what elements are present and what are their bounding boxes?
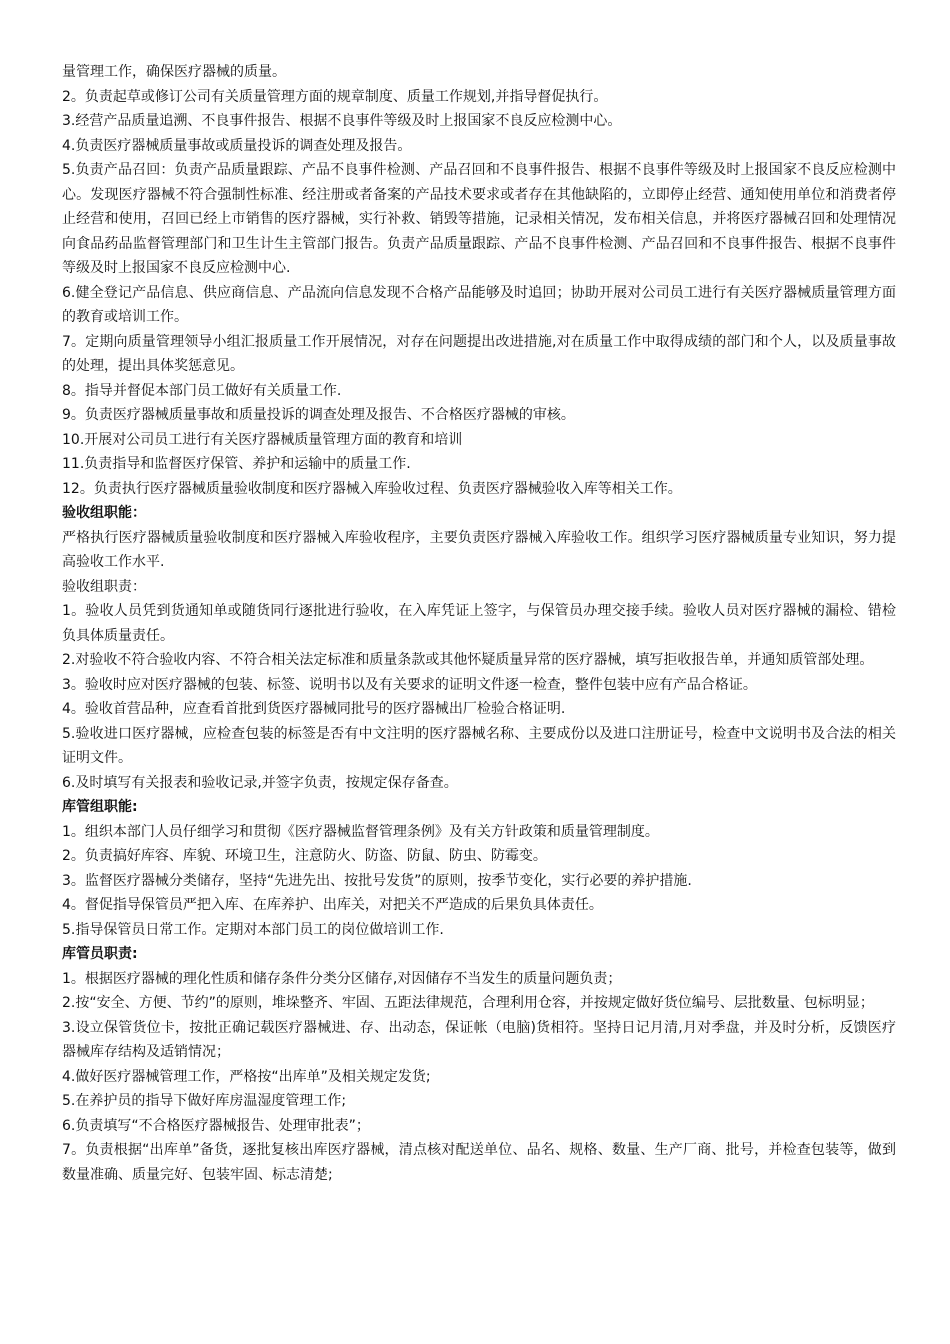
section-heading: 库管组职能: xyxy=(62,799,138,815)
paragraph: 11.负责指导和监督医疗保管、养护和运输中的质量工作. xyxy=(62,456,411,472)
paragraph: 4.做好医疗器械管理工作，严格按“出库单”及相关规定发货; xyxy=(62,1068,431,1085)
paragraph: 3。监督医疗器械分类储存，坚持“先进先出、按批号发货”的原则，按季节变化，实行必要的养护措施. xyxy=(62,872,692,889)
paragraph: 5.指导保管员日常工作。定期对本部门员工的岗位做培训工作. xyxy=(62,921,444,938)
paragraph: 9。负责医疗器械质量事故和质量投诉的调查处理及报告、不合格医疗器械的审核。 xyxy=(62,407,575,423)
section-heading: 验收组职能： xyxy=(62,505,146,521)
paragraph: 4.负责医疗器械质量事故或质量投诉的调查处理及报告。 xyxy=(62,137,412,154)
paragraph: 1。组织本部门人员仔细学习和贯彻《医疗器械监督管理条例》及有关方针政策和质量管理制度。 xyxy=(62,823,659,840)
paragraph: 4。督促指导保管员严把入库、在库养护、出库关，对把关不严造成的后果负具体责任。 xyxy=(62,897,603,913)
paragraph: 5.负责产品召回：负责产品质量跟踪、产品不良事件检测、产品召回和不良事件报告、根据不良事件等级及时上报国家不良反应检测中心。发现医疗器械不符合强制性标准、经注册或者备案的产品技术要求或者存在其他缺陷的，立即停止经营、通知使用单位和消费者停止经营和使用，召回已经上市销售的医疗器械，实行补救、销毁等措施，记录相关情况，发布相关信息，并将医疗器械召回和处理情况向食品药品监督管理部门和卫生计生主管部门报告。负责产品质量跟踪、产品不良事件检测、产品召回和不良事件报告、根据不良事件等级及时上报国家不良反应检测中心. xyxy=(62,162,896,276)
paragraph: 8。指导并督促本部门员工做好有关质量工作. xyxy=(62,382,342,399)
paragraph: 严格执行医疗器械质量验收制度和医疗器械入库验收程序，主要负责医疗器械入库验收工作。组织学习医疗器械质量专业知识，努力提高验收工作水平. xyxy=(62,529,896,570)
paragraph: 2.对验收不符合验收内容、不符合相关法定标准和质量条款或其他怀疑质量异常的医疗器械，填写拒收报告单，并通知质管部处理。 xyxy=(62,652,874,668)
paragraph: 量管理工作，确保医疗器械的质量。 xyxy=(62,64,286,80)
paragraph: 3.经营产品质量追溯、不良事件报告、根据不良事件等级及时上报国家不良反应检测中心。 xyxy=(62,113,622,129)
section-heading: 库管员职责: xyxy=(62,946,138,962)
paragraph: 7。负责根据“出库单”备货，逐批复核出库医疗器械，清点核对配送单位、品名、规格、数量、生产厂商、批号，并检查包装等，做到数量准确、质量完好、包装牢固、标志清楚; xyxy=(62,1142,896,1183)
paragraph: 6.及时填写有关报表和验收记录,并签字负责，按规定保存备查。 xyxy=(62,774,458,791)
paragraph: 1。验收人员凭到货通知单或随货同行逐批进行验收，在入库凭证上签字，与保管员办理交接手续。验收人员对医疗器械的漏检、错检负具体质量责任。 xyxy=(62,603,896,644)
paragraph: 3.设立保管货位卡，按批正确记载医疗器械进、存、出动态，保证帐（电脑)货相符。坚持日记月清,月对季盘，并及时分析，反馈医疗器械库存结构及适销情况； xyxy=(62,1019,896,1060)
paragraph: 7。定期向质量管理领导小组汇报质量工作开展情况，对存在问题提出改进措施,对在质量工作中取得成绩的部门和个人，以及质量事故的处理，提出具体奖惩意见。 xyxy=(62,333,896,374)
paragraph: 6.负责填写“不合格医疗器械报告、处理审批表”； xyxy=(62,1117,370,1134)
paragraph: 验收组职责： xyxy=(62,578,146,595)
paragraph: 10.开展对公司员工进行有关医疗器械质量管理方面的教育和培训 xyxy=(62,431,463,448)
paragraph: 1。根据医疗器械的理化性质和储存条件分类分区储存,对因储存不当发生的质量问题负责； xyxy=(62,970,622,987)
paragraph: 5.在养护员的指导下做好库房温湿度管理工作; xyxy=(62,1093,347,1109)
paragraph: 2。负责搞好库容、库貌、环境卫生，注意防火、防盗、防鼠、防虫、防霉变。 xyxy=(62,848,547,864)
paragraph: 3。验收时应对医疗器械的包装、标签、说明书以及有关要求的证明文件逐一检查，整件包装中应有产品合格证。 xyxy=(62,676,757,693)
paragraph: 4。验收首营品种，应查看首批到货医疗器械同批号的医疗器械出厂检验合格证明. xyxy=(62,701,566,717)
paragraph: 12。负责执行医疗器械质量验收制度和医疗器械入库验收过程、负责医疗器械验收入库等相关工作。 xyxy=(62,480,682,497)
paragraph: 6.健全登记产品信息、供应商信息、产品流向信息发现不合格产品能够及时追回；协助开展对公司员工进行有关医疗器械质量管理方面的教育或培训工作。 xyxy=(62,284,896,325)
paragraph: 2。负责起草或修订公司有关质量管理方面的规章制度、质量工作规划,并指导督促执行。 xyxy=(62,88,608,105)
paragraph: 5.验收进口医疗器械，应检查包装的标签是否有中文注明的医疗器械名称、主要成份以及进口注册证号，检查中文说明书及合法的相关证明文件。 xyxy=(62,725,896,766)
paragraph: 2.按“安全、方便、节约”的原则，堆垛整齐、牢固、五距法律规范，合理利用仓容，并按规定做好货位编号、层批数量、包标明显； xyxy=(62,995,874,1011)
